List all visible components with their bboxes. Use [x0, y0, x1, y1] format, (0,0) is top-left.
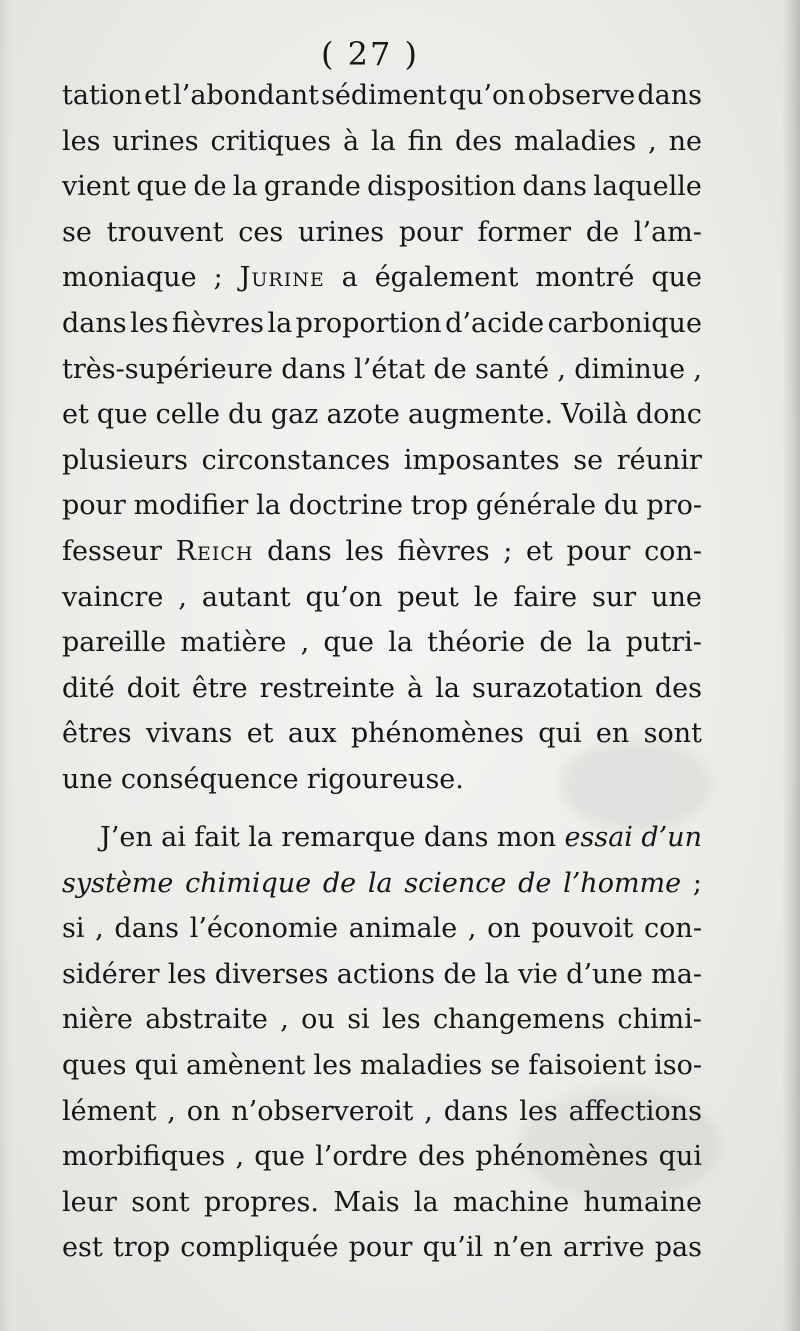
word: modifier [133, 490, 249, 522]
word: observe [527, 80, 636, 111]
word: et [526, 535, 553, 567]
text-line [62, 952, 702, 998]
word: con- [644, 913, 702, 945]
word: d’un [641, 822, 702, 853]
word: iso- [654, 1049, 702, 1081]
word: pas [654, 1232, 702, 1264]
word: que [136, 171, 188, 203]
word: humaine [583, 1186, 702, 1218]
text-line [62, 575, 702, 621]
word: Reich [175, 535, 254, 567]
word: arrive [562, 1232, 645, 1264]
text-line [62, 438, 702, 484]
text-line [62, 1225, 702, 1271]
word: con- [644, 535, 702, 567]
word: se [573, 444, 604, 476]
word: qui [134, 1049, 178, 1081]
word: ; [213, 262, 223, 294]
word: pour [566, 535, 631, 567]
word: se [62, 216, 92, 248]
word: pour [62, 490, 126, 522]
word: affections [568, 1095, 702, 1127]
word: l’économie [189, 913, 339, 945]
word: rigoureuse. [306, 763, 464, 795]
word: on [186, 1095, 221, 1127]
word: du [603, 490, 639, 522]
word: à [407, 672, 424, 704]
word: peut [397, 581, 459, 613]
word: faisoient [528, 1049, 646, 1081]
word: lément [62, 1095, 157, 1127]
word: vaincre [62, 581, 164, 613]
text-line [62, 392, 702, 438]
word: que [323, 627, 375, 659]
word: la [586, 627, 612, 659]
word: de [443, 958, 477, 990]
word: d’acide [445, 307, 545, 339]
word: actions [336, 958, 435, 990]
word: on [487, 913, 521, 945]
word: les [382, 1004, 421, 1036]
word: donc [635, 399, 702, 431]
word: si [347, 1004, 370, 1036]
word: dans [62, 307, 127, 339]
word: J’en [100, 822, 153, 853]
word: propres. [203, 1186, 319, 1218]
word: de [539, 627, 573, 659]
text-line [62, 757, 702, 803]
word: fièvres [397, 535, 490, 567]
word: l’am- [633, 216, 702, 248]
paragraph-1 [62, 73, 702, 803]
word: Mais [333, 1186, 400, 1218]
word: fin [407, 125, 444, 157]
word: vivans [145, 718, 233, 750]
word: qui [538, 718, 582, 750]
word: les [62, 125, 101, 157]
word: de [322, 867, 357, 899]
word: de [433, 353, 467, 385]
word: la [388, 627, 413, 659]
word: animale [348, 913, 458, 945]
word: des [454, 125, 503, 157]
word: diverses [214, 958, 329, 990]
word: pour [398, 216, 463, 248]
word: réunir [616, 444, 702, 476]
word: grande [263, 171, 361, 203]
word: santé [474, 353, 550, 385]
word: de [585, 216, 620, 248]
word: chimi- [617, 1004, 702, 1036]
word: moniaque [62, 262, 197, 294]
word: Voilà [561, 399, 628, 431]
word: des [417, 1141, 466, 1173]
word: , [648, 125, 657, 157]
text-line [62, 210, 702, 256]
word: morbifiques [62, 1141, 226, 1173]
word: , [557, 353, 566, 385]
paragraph-2 [62, 815, 702, 1271]
word: essai [564, 822, 633, 853]
word: sont [131, 1186, 190, 1218]
word: laquelle [593, 171, 702, 203]
word: les [167, 958, 207, 990]
word: générale [475, 490, 597, 522]
word: le [473, 581, 499, 613]
word: qui [658, 1141, 702, 1173]
word: qu’on [448, 80, 526, 111]
word: et [144, 80, 172, 111]
word: sont [643, 718, 702, 750]
word: celle [155, 399, 220, 431]
word: pour [348, 1232, 413, 1264]
word: gaz [270, 399, 319, 431]
word: les [313, 1049, 352, 1081]
word: les [130, 307, 169, 339]
word: autant [201, 581, 291, 613]
word: dans [522, 171, 587, 203]
text-line [62, 119, 702, 165]
word: phénomènes [475, 1141, 649, 1173]
word: les [519, 1095, 558, 1127]
word: à [343, 125, 360, 157]
word: , [280, 1004, 289, 1036]
word: sidérer [62, 958, 160, 990]
word: la [267, 307, 293, 339]
word: aux [287, 718, 337, 750]
word: dans [267, 535, 332, 567]
word: augmente. [407, 399, 554, 431]
word: surazotation [471, 672, 643, 704]
word: une [651, 581, 702, 613]
text-line [62, 1089, 702, 1135]
word: fièvres [172, 307, 265, 339]
page-gutter-shadow [0, 0, 12, 1331]
text-line [62, 255, 702, 301]
word: trop [112, 1232, 171, 1264]
page-number: ( 27 ) [320, 35, 420, 73]
text-line [62, 620, 702, 666]
text-line [62, 529, 702, 575]
word: l’abondant [173, 80, 319, 111]
word: , [300, 627, 310, 659]
text-line [62, 483, 702, 529]
word: urines [112, 125, 199, 157]
word: fait [194, 822, 240, 853]
word: disposition [367, 171, 517, 203]
word: l’ordre [315, 1141, 408, 1173]
word: diminue [574, 353, 686, 385]
word: de [518, 867, 552, 899]
text-line [62, 861, 702, 907]
word: de [193, 171, 227, 203]
word: ces [238, 216, 284, 248]
word: ma- [651, 958, 702, 990]
word: ; [692, 867, 702, 899]
word: l’état [354, 353, 426, 385]
word: doit [126, 672, 180, 704]
word: circonstances [201, 444, 391, 476]
word: proportion [295, 307, 442, 339]
word: si [62, 913, 85, 945]
word: changemens [432, 1004, 606, 1036]
word: en [595, 718, 630, 750]
text-line [62, 666, 702, 712]
word: , [178, 581, 187, 613]
word: carbonique [547, 307, 702, 339]
word: mon [496, 822, 557, 853]
word: conséquence [120, 763, 299, 795]
word: imposantes [403, 444, 560, 476]
text-line [62, 164, 702, 210]
word: , [167, 1095, 176, 1127]
word: pouvoit [531, 913, 634, 945]
word: dans [423, 822, 489, 853]
word: fesseur [62, 535, 162, 567]
word: théorie [427, 627, 526, 659]
word: maladies [360, 1049, 483, 1081]
word: et [62, 399, 89, 431]
word: putri- [625, 627, 702, 659]
word: matière [180, 627, 287, 659]
text-line [62, 1180, 702, 1226]
word: nière [62, 1004, 133, 1036]
text-line [62, 711, 702, 757]
word: n’observeroit [231, 1095, 414, 1127]
word: leur [62, 1186, 117, 1218]
word: dans [637, 80, 702, 111]
word: trop [410, 490, 469, 522]
word: dans [443, 1095, 509, 1127]
word: dité [62, 672, 115, 704]
word: science [404, 867, 507, 899]
word: également [374, 262, 519, 294]
word: qu’on [305, 581, 383, 613]
text-line [62, 1134, 702, 1180]
word: ; [503, 535, 513, 567]
text-line [62, 815, 702, 861]
word: très-supérieure [62, 353, 274, 385]
word: , [424, 1095, 433, 1127]
word: trouvent [106, 216, 224, 248]
word: l’homme [563, 867, 682, 899]
word: la [371, 125, 396, 157]
word: être [191, 672, 248, 704]
word: azote [326, 399, 400, 431]
word: sédiment [321, 80, 447, 111]
word: montré [535, 262, 635, 294]
word: les [345, 535, 384, 567]
word: la [484, 958, 510, 990]
text-line [62, 997, 702, 1043]
word: la [367, 867, 393, 899]
word: la [256, 490, 281, 522]
word: est [62, 1232, 103, 1264]
word: abstraite [145, 1004, 268, 1036]
word: remarque [281, 822, 416, 853]
word: que [651, 262, 702, 294]
word: la [435, 672, 460, 704]
word: , [467, 913, 477, 945]
word: chimique [185, 867, 312, 899]
word: tation [62, 80, 143, 111]
word: d’une [566, 958, 643, 990]
word: qu’il [422, 1232, 484, 1264]
word: vie [517, 958, 558, 990]
word: , [693, 353, 702, 385]
word: que [96, 399, 148, 431]
word: compliquée [180, 1232, 339, 1264]
word: machine [452, 1186, 570, 1218]
word: système [62, 867, 174, 899]
word: critiques [210, 125, 332, 157]
word: une [62, 763, 113, 795]
word: ai [161, 822, 186, 853]
word: et [246, 718, 274, 750]
word: , [235, 1141, 245, 1173]
word: du [228, 399, 263, 431]
word: pro- [646, 490, 702, 522]
word: vient [62, 171, 131, 203]
word: Jurine [239, 262, 325, 294]
word: ou [301, 1004, 335, 1036]
page-edge-shadow [782, 0, 800, 1331]
word: former [477, 216, 572, 248]
word: phénomènes [350, 718, 524, 750]
word: la [413, 1186, 439, 1218]
word: ne [668, 125, 702, 157]
word: faire [513, 581, 578, 613]
word: dans [281, 353, 346, 385]
word: sur [592, 581, 637, 613]
word: la [232, 171, 258, 203]
text-line [62, 906, 702, 952]
word: dans [114, 913, 180, 945]
text-line [62, 1043, 702, 1089]
word: doctrine [288, 490, 404, 522]
word: restreinte [259, 672, 395, 704]
word: urines [297, 216, 385, 248]
word: des [654, 672, 702, 704]
word: ques [62, 1049, 127, 1081]
word: a [341, 262, 358, 294]
word: la [248, 822, 273, 853]
word: maladies [514, 125, 637, 157]
text-line [62, 301, 702, 347]
word: que [254, 1141, 305, 1173]
word: amènent [186, 1049, 306, 1081]
word: se [490, 1049, 521, 1081]
text-line [62, 347, 702, 393]
word: pareille [62, 627, 167, 659]
word: , [95, 913, 104, 945]
word: n’en [493, 1232, 553, 1264]
word: plusieurs [62, 444, 188, 476]
word: êtres [62, 718, 132, 750]
text-line [62, 73, 702, 119]
